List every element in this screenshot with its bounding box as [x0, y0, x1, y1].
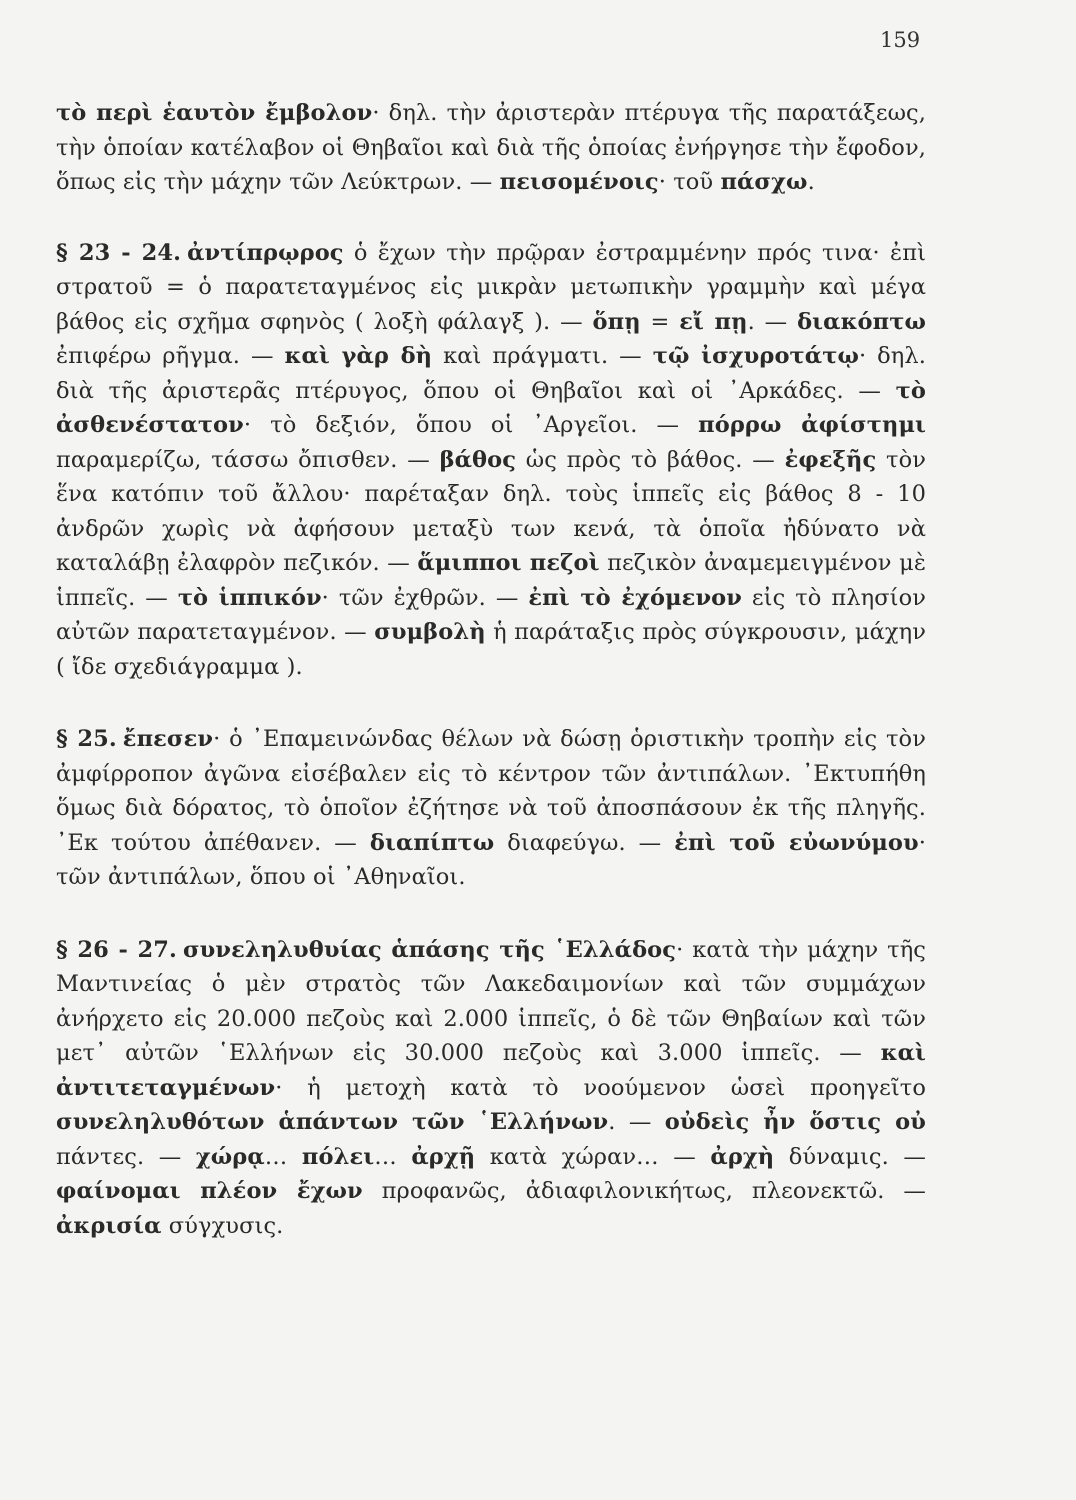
lemma-term: πόλει — [301, 1143, 375, 1170]
lemma-term: συμβολὴ — [374, 619, 486, 645]
lemma-term: ἀρχῇ — [411, 1143, 476, 1170]
gloss-text: σύγχυσις. — [161, 1212, 284, 1239]
lemma-term: πεισομένοις — [499, 169, 659, 195]
gloss-text: ἡ παράταξις πρὸς σύγκρουσιν, μάχην ( ἴδε σχεδιάγραμμα ). — [56, 619, 926, 680]
lemma-term: ἐπὶ τοῦ εὐωνύμου — [674, 829, 919, 856]
section-number: § 26 - 27. — [56, 936, 177, 963]
paragraph-section-23-24 — [56, 236, 926, 685]
lemma-term: καὶ ἀντιτεταγμένων — [56, 1040, 926, 1101]
lemma-term: οὐδεὶς ἦν ὅστις οὐ — [664, 1109, 927, 1135]
section-number: § 25. — [56, 726, 117, 752]
gloss-text: · τῶν ἀντιπάλων, ὅπου οἱ ᾿Αθηναῖοι. — [56, 829, 926, 890]
lemma-term: φαίνομαι πλέον ἔχων — [56, 1178, 363, 1204]
lemma-term: συνεληλυθυίας ἁπάσης τῆς ῾Ελλάδος — [182, 936, 677, 963]
gloss-text: τὸν ἕνα κατόπιν τοῦ ἄλλου· παρέταξαν δηλ. τοὺς ἱππεῖς εἰς βάθος 8 - 10 ἀνδρῶν χωρὶς νὰ ἀφήσουν μεταξὺ των κενά, τὰ ὁποῖα ἠδύνατο νὰ καταλάβῃ ἐλαφρὸν πεζικόν. — — [56, 446, 926, 576]
paragraph-section-26-27 — [56, 933, 926, 1244]
lemma-term: τὸ ἀσθενέστατον — [56, 377, 926, 438]
gloss-text: διαφεύγω. — — [494, 829, 675, 856]
lemma-term: ἐπὶ τὸ ἐχόμενον — [528, 584, 742, 611]
commentary-text — [56, 96, 926, 1243]
lemma-term: καὶ γὰρ δὴ — [284, 343, 433, 369]
lemma-term: πόρρω ἀφίστημι — [698, 412, 927, 438]
lemma-term: τῷ ἰσχυροτάτῳ — [652, 343, 859, 369]
gloss-text: πάντες. — — [56, 1143, 196, 1170]
gloss-text: . — — [608, 1109, 665, 1135]
gloss-text: ὡς πρὸς τὸ βάθος. — — [516, 446, 785, 473]
lemma-term: ὅπῃ — [592, 308, 641, 335]
gloss-text: … — [374, 1143, 412, 1170]
gloss-text: καὶ πράγματι. — — [432, 343, 653, 369]
gloss-text: … — [264, 1143, 302, 1170]
lemma-term: συνεληλυθότων ἁπάντων τῶν ῾Ελλήνων — [56, 1109, 609, 1135]
gloss-text: . — [807, 169, 815, 195]
lemma-term: διαπίπτω — [369, 829, 495, 856]
lemma-term: ἀρχὴ — [710, 1143, 775, 1170]
lemma-term: ἅμιπποι πεζοὶ — [417, 550, 600, 576]
lemma-term: ἀντίπρῳρος — [187, 239, 344, 266]
gloss-text: · κατὰ τὴν μάχην τῆς Μαντινείας ὁ μὲν στρατὸς τῶν Λακεδαιμονίων καὶ τῶν συμμάχων ἀνήρχετο εἰς 20.000 πεζοὺς καὶ 2.000 ἱππεῖς, ὁ δὲ τῶν Θηβαίων καὶ τῶν μετ᾿ αὐτῶν ῾Ελλήνων εἰς 30.000 πεζοὺς καὶ 3.000 ἱππεῖς. — — [56, 936, 927, 1066]
gloss-text: · δηλ. διὰ τῆς ἀριστερᾶς πτέρυγος, ὅπου οἱ Θηβαῖοι καὶ οἱ ᾿Αρκάδες. — — [56, 343, 927, 404]
gloss-text: . — — [747, 308, 798, 335]
gloss-text: δύναμις. — — [774, 1143, 927, 1170]
gloss-text: · δηλ. τὴν ἀριστερὰν πτέρυγα τῆς παρατάξεως, τὴν ὁποίαν κατέλαβον οἱ Θηβαῖοι καὶ διὰ τῆς ὁποίας ἐνήργησε τὴν ἔφοδον, ὅπως εἰς τὴν μάχην τῶν Λεύκτρων. — — [56, 100, 926, 195]
gloss-text: · ἡ μετοχὴ κατὰ τὸ νοούμενον ὡσεὶ προηγεῖτο — [275, 1074, 926, 1101]
gloss-text: · τοῦ — [658, 169, 721, 195]
lemma-term: διακόπτω — [797, 308, 926, 335]
gloss-text: = — [640, 308, 680, 335]
section-number: § 23 - 24. — [56, 239, 182, 266]
paragraph-intro — [56, 96, 926, 200]
gloss-text: παραμερίζω, τάσσω ὄπισθεν. — — [56, 446, 440, 473]
paragraph-section-25 — [56, 722, 926, 895]
gloss-text: εἰς τὸ πλησίον αὐτῶν παρατεταγμένον. — — [56, 584, 926, 645]
lemma-term: τὸ περὶ ἑαυτὸν ἔμβολον — [56, 100, 373, 126]
lemma-term: τὸ ἱππικόν — [177, 584, 322, 611]
gloss-text: κατὰ χώραν… — — [475, 1143, 711, 1170]
gloss-text: ἐπιφέρω ρῆγμα. — — [56, 343, 285, 369]
lemma-term: ἔπεσεν — [122, 726, 214, 752]
lemma-term: εἴ πῃ — [679, 308, 748, 335]
gloss-text: · ὁ ᾿Επαμεινώνδας θέλων νὰ δώσῃ ὁριστικὴν τροπὴν εἰς τὸν ἀμφίρροπον ἀγῶνα εἰσέβαλεν εἰς τὸ κέντρον τῶν ἀντιπάλων. ᾿Εκτυπήθη ὅμως διὰ δόρατος, τὸ ὁποῖον ἐζήτησε νὰ τοῦ ἀποσπάσουν ἐκ τῆς πληγῆς. ᾿Εκ τούτου ἀπέθανεν. — — [56, 726, 926, 856]
page-number: 159 — [880, 28, 921, 52]
gloss-text: · τὸ δεξιόν, ὅπου οἱ ᾿Αργεῖοι. — — [243, 412, 699, 438]
gloss-text: προφανῶς, ἀδιαφιλονικήτως, πλεονεκτῶ. — — [362, 1178, 926, 1204]
lemma-term: χώρᾳ — [195, 1143, 265, 1170]
gloss-text: · τῶν ἐχθρῶν. — — [321, 584, 529, 611]
lemma-term: πάσχω — [720, 169, 808, 195]
gloss-text: πεζικὸν ἀναμεμειγμένον μὲ ἱππεῖς. — — [56, 550, 926, 611]
lemma-term: βάθος — [439, 446, 517, 473]
lemma-term: ἐφεξῆς — [784, 446, 877, 473]
gloss-text: ὁ ἔχων τὴν πρῷραν ἐστραμμένην πρός τινα· ἐπὶ στρατοῦ = ὁ παρατεταγμένος εἰς μικρὰν μετωπικὴν γραμμὴν καὶ μέγα βάθος εἰς σχῆμα σφηνὸς ( λοξὴ φάλαγξ ). — — [56, 239, 927, 335]
lemma-term: ἀκρισία — [56, 1212, 162, 1239]
